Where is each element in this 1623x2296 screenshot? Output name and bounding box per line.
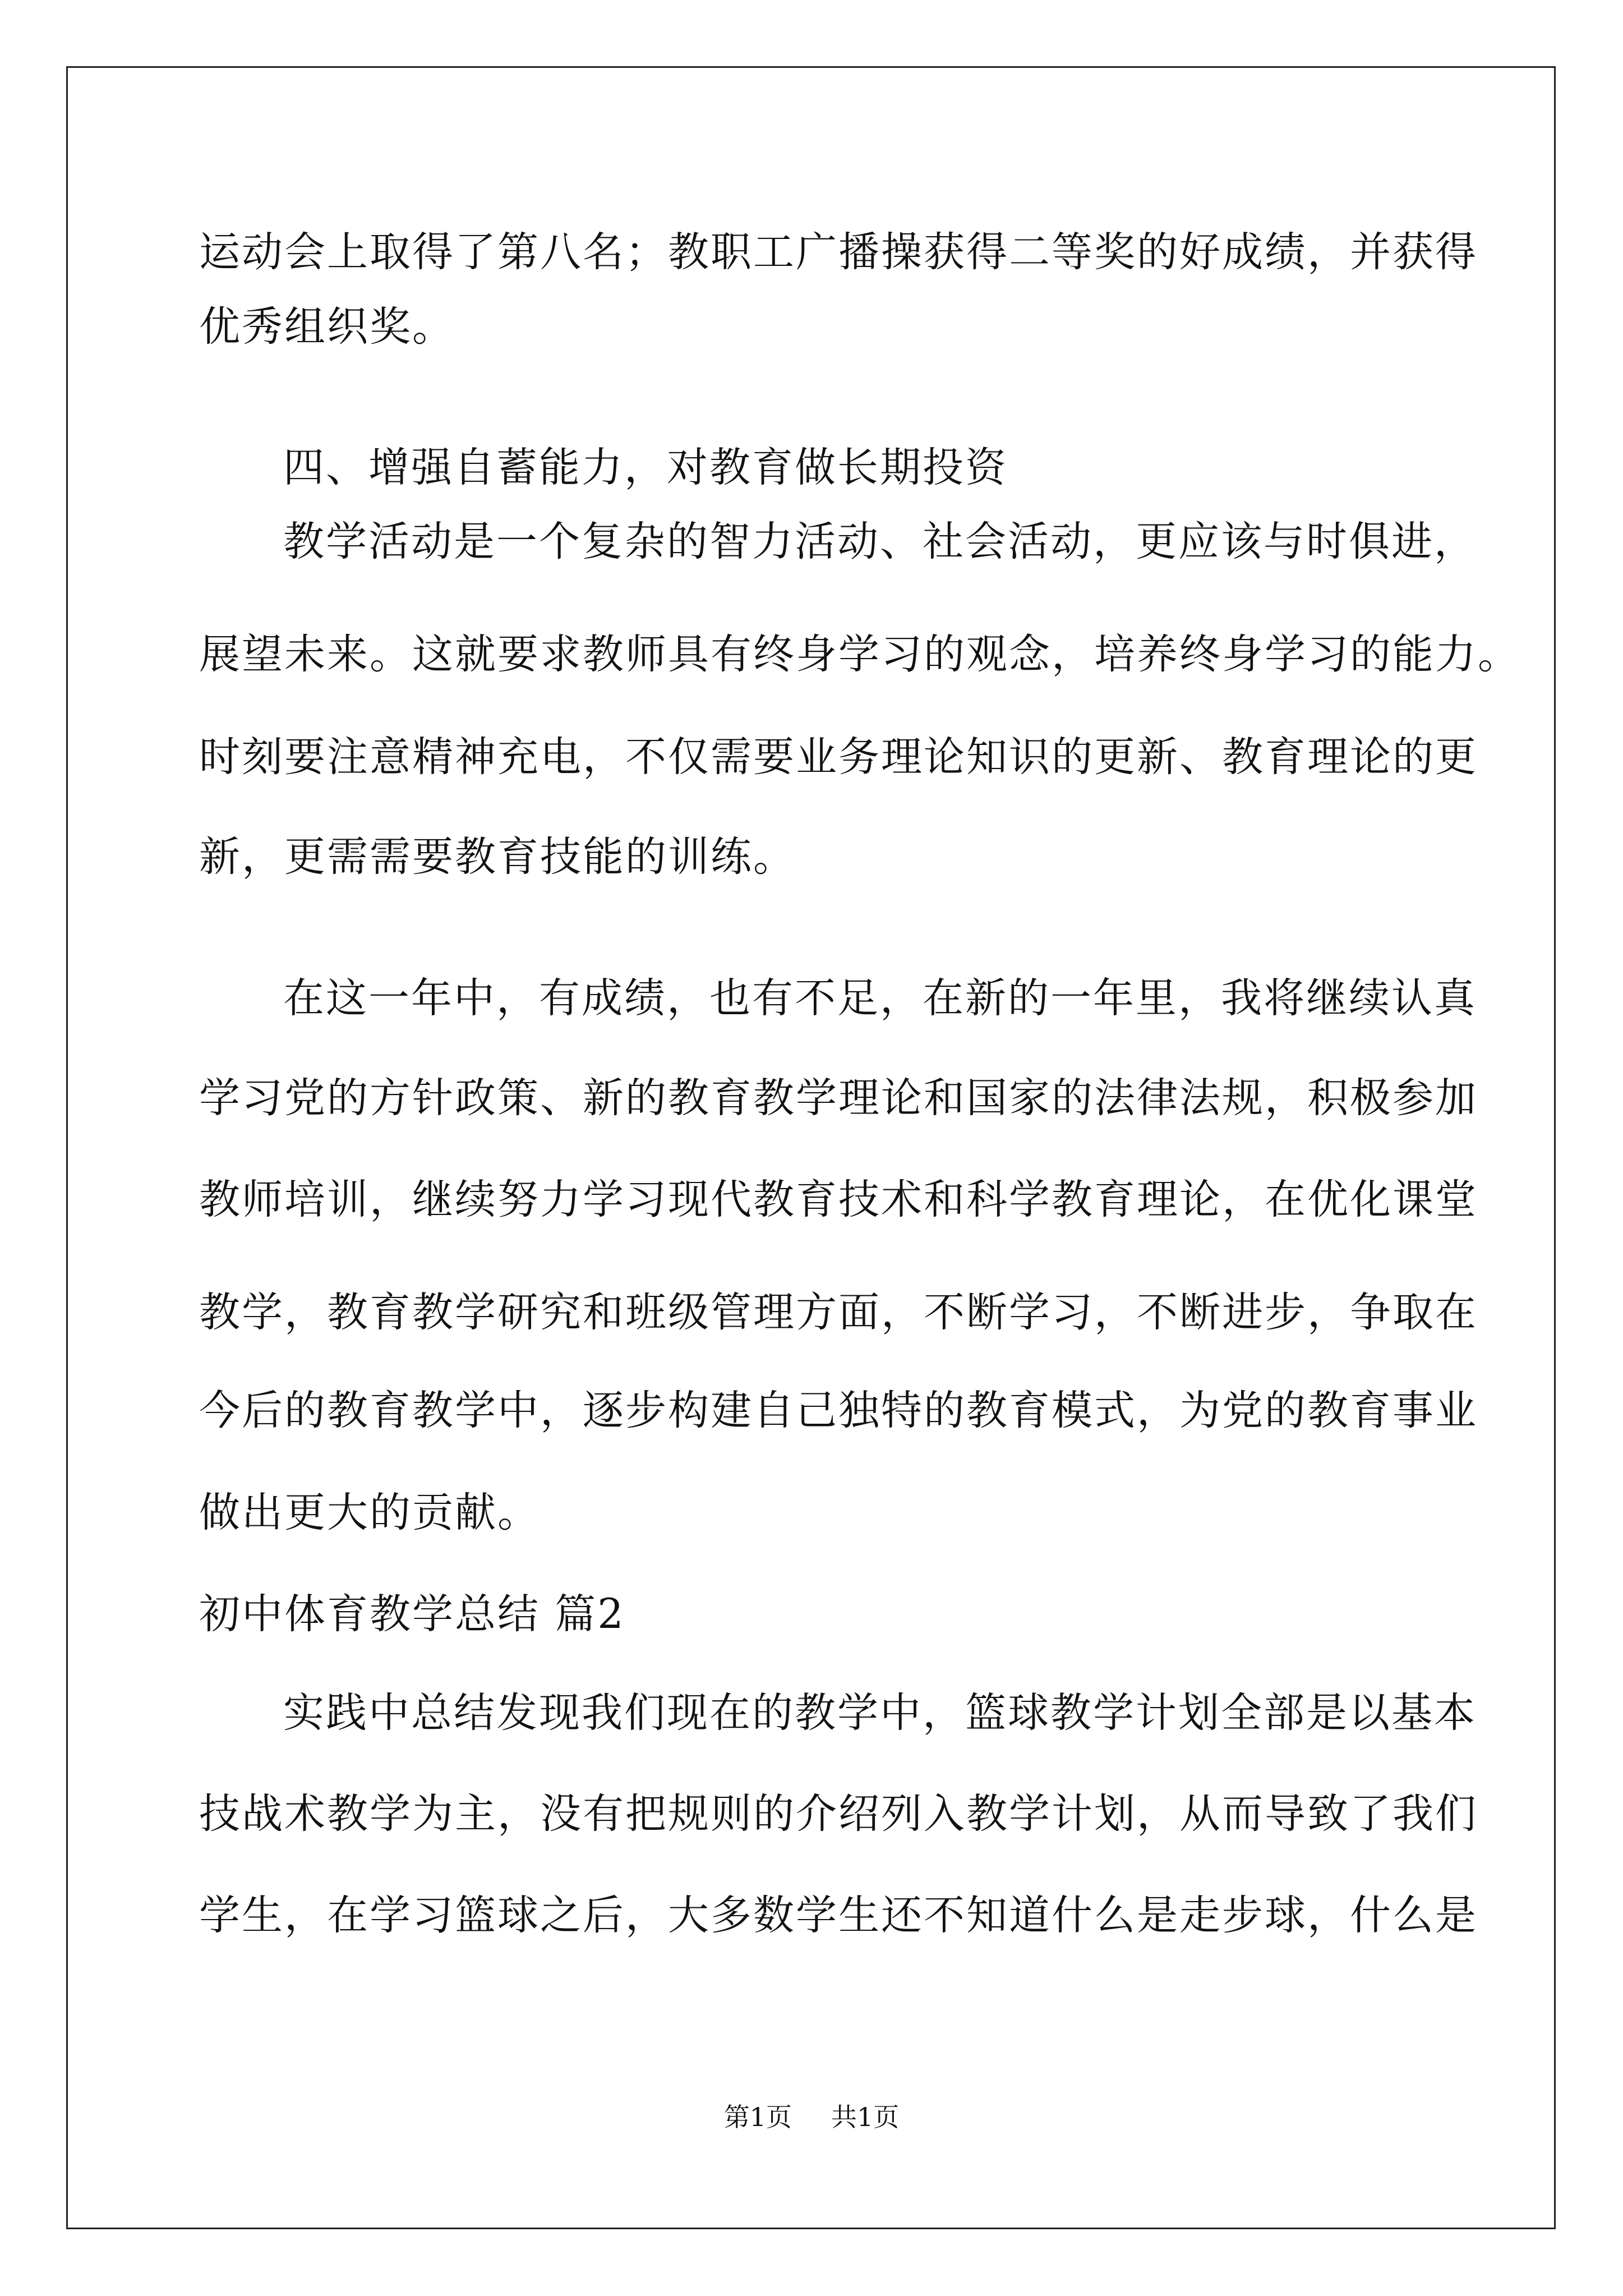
body-text-line: 学生，在学习篮球之后，大多数学生还不知道什么是走步球，什么是 (199, 1892, 1478, 1939)
body-text-line: 学习党的方针政策、新的教育教学理论和国家的法律法规，积极参加 (199, 1074, 1478, 1122)
page-total: 共1页 (831, 2102, 900, 2132)
body-text-line: 实践中总结发现我们现在的教学中，篮球教学计划全部是以基本 (283, 1689, 1477, 1737)
body-text-line: 教师培训，继续努力学习现代教育技术和科学教育理论，在优化课堂 (199, 1176, 1478, 1223)
section-heading: 四、增强自蓄能力，对教育做长期投资 (283, 444, 1008, 491)
body-text-line: 教学，教育教学研究和班级管理方面，不断学习，不断进步，争取在 (199, 1289, 1478, 1336)
body-text-line: 时刻要注意精神充电，不仅需要业务理论知识的更新、教育理论的更 (199, 733, 1478, 781)
body-text-line: 展望未来。这就要求教师具有终身学习的观念，培养终身学习的能力。 (199, 631, 1520, 678)
body-text-line: 优秀组织奖。 (199, 303, 455, 351)
body-text-line: 教学活动是一个复杂的智力活动、社会活动，更应该与时俱进， (283, 518, 1477, 565)
page-footer (0, 2100, 1623, 2134)
body-text-line: 技战术教学为主，没有把规则的介绍列入教学计划，从而导致了我们 (199, 1790, 1478, 1838)
body-text-line: 运动会上取得了第八名；教职工广播操获得二等奖的好成绩，并获得 (199, 228, 1478, 276)
body-text-line: 今后的教育教学中，逐步构建自己独特的教育模式，为党的教育事业 (199, 1387, 1478, 1434)
article-title: 初中体育教学总结 篇2 (199, 1590, 625, 1638)
body-text-line: 做出更大的贡献。 (199, 1489, 540, 1536)
body-text-line: 新，更需需要教育技能的训练。 (199, 833, 796, 881)
body-text-line: 在这一年中，有成绩，也有不足，在新的一年里，我将继续认真 (283, 974, 1477, 1022)
page-number: 第1页 (723, 2102, 792, 2132)
